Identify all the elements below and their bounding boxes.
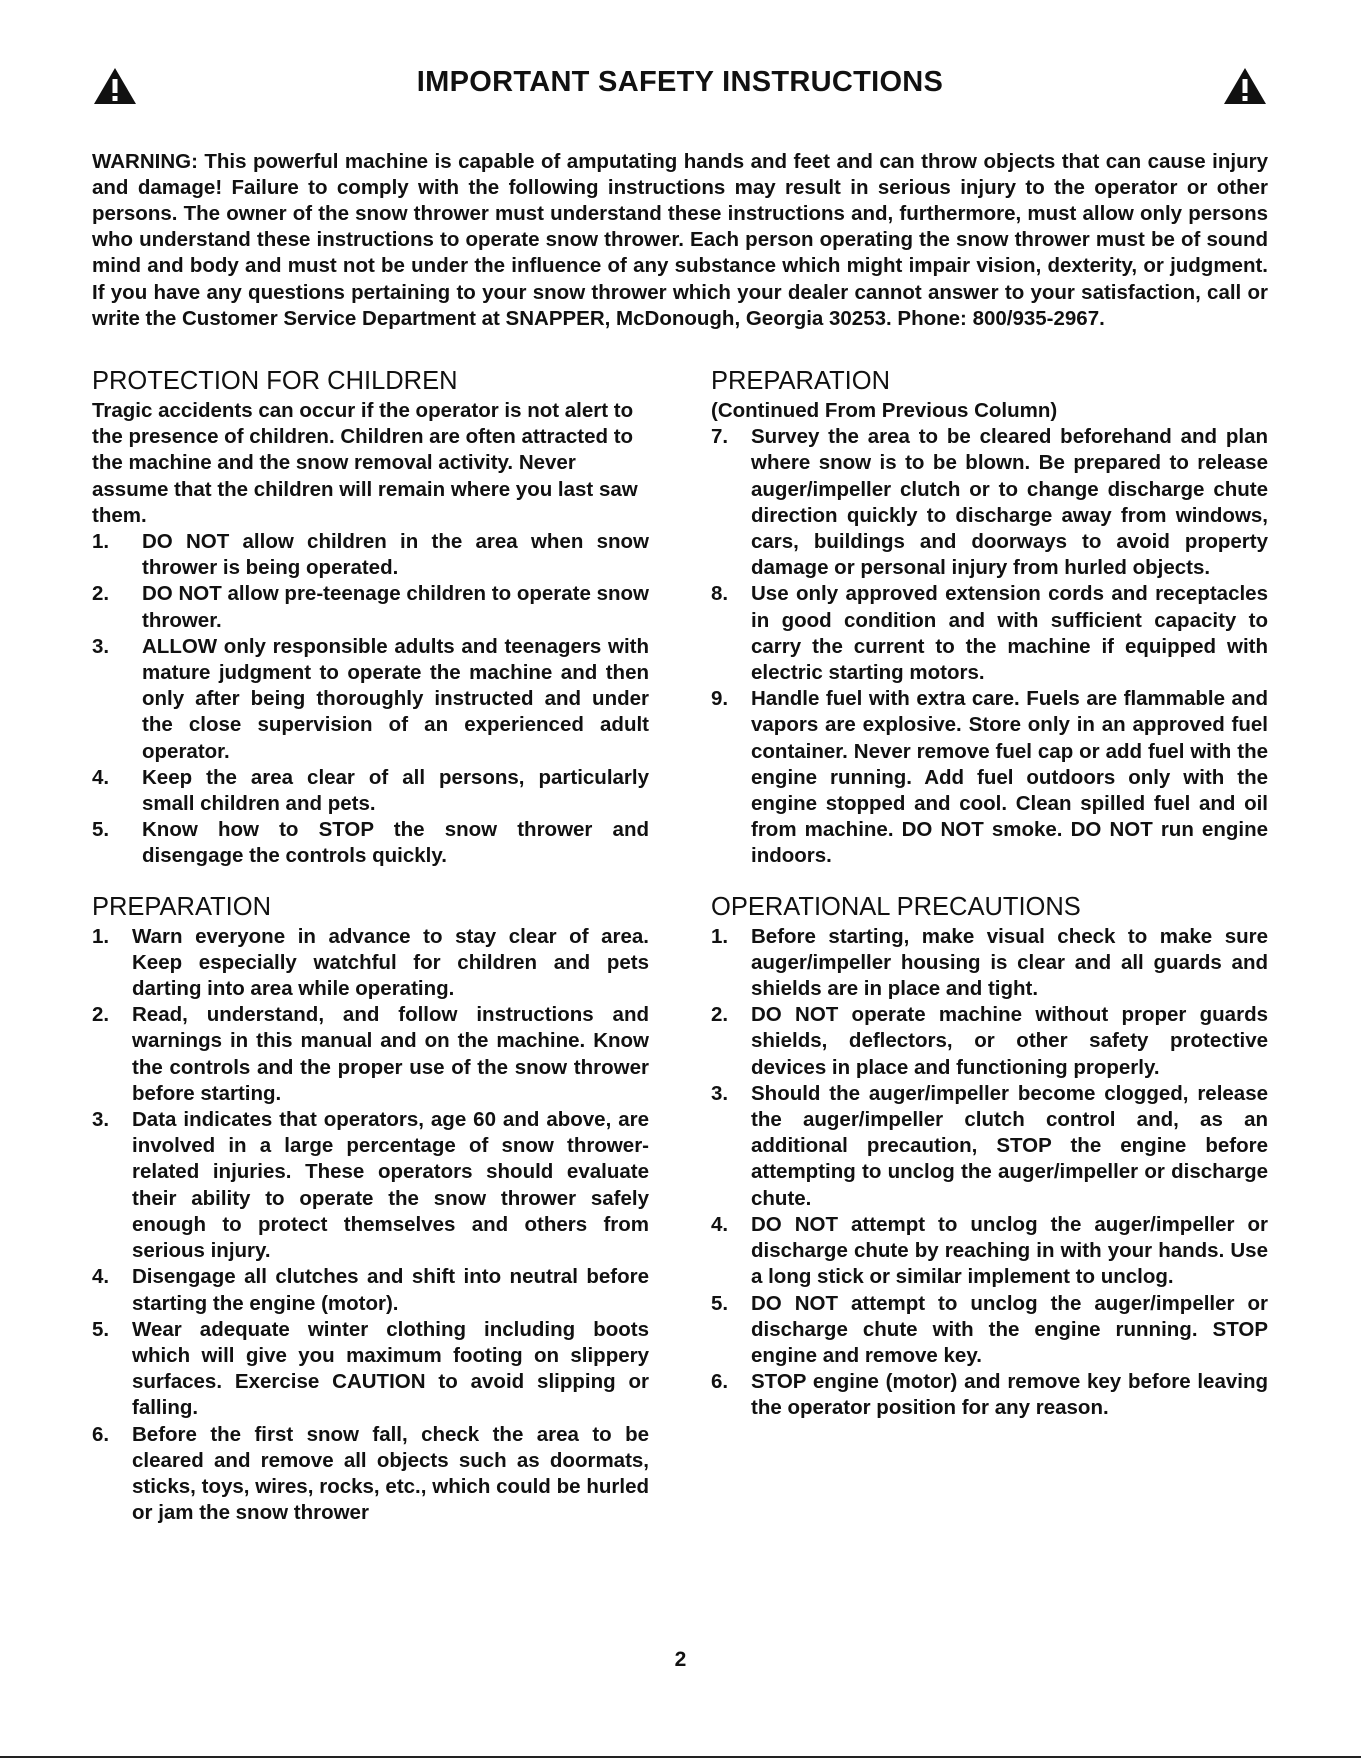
section-title: PROTECTION FOR CHILDREN bbox=[92, 367, 458, 395]
item-text: Data indicates that operators, age 60 and above, are involved in a large percentage of snow thrower-related injuries. These operators should evaluate their ability to operate the snow thrower safely enough to protect themselves and others from serious injury. bbox=[132, 1108, 649, 1263]
list-item bbox=[92, 529, 649, 581]
operational-precautions-list bbox=[711, 924, 1268, 1422]
item-text: Warn everyone in advance to stay clear of area. Keep especially watchful for children and pets darting into area while operating. bbox=[132, 924, 649, 1001]
right-column bbox=[711, 366, 1268, 1444]
item-number: 6. bbox=[92, 1422, 110, 1446]
item-number: 1. bbox=[92, 530, 110, 554]
protection-for-children-section bbox=[92, 366, 649, 870]
item-number: 2. bbox=[711, 1003, 729, 1027]
list-item bbox=[92, 581, 649, 633]
item-number: 5. bbox=[711, 1291, 729, 1315]
list-item bbox=[711, 1369, 1268, 1421]
item-number: 5. bbox=[92, 818, 110, 842]
page-title: IMPORTANT SAFETY INSTRUCTIONS bbox=[416, 66, 944, 98]
list-item bbox=[92, 817, 649, 869]
list-item bbox=[711, 1291, 1268, 1370]
preparation-continued-list bbox=[711, 424, 1268, 869]
item-text: ALLOW only responsible adults and teenagers with mature judgment to operate the machine and then only after being thoroughly instructed and under the close supervision of an experienced adult operator. bbox=[142, 634, 649, 763]
section-title: OPERATIONAL PRECAUTIONS bbox=[711, 892, 1081, 921]
item-number: 4. bbox=[92, 1265, 110, 1289]
item-text: Handle fuel with extra care. Fuels are flammable and vapors are explosive. Store only in an approved fuel container. Never remove fuel cap or add fuel with the engine running. Add fuel outdoors only with the engine stopped and cool. Clean spilled fuel and oil from machine. DO NOT smoke. DO NOT run engine indoors. bbox=[751, 687, 1268, 868]
page-number: 2 bbox=[674, 1648, 687, 1671]
list-item bbox=[92, 1317, 649, 1422]
preparation-section bbox=[92, 892, 649, 1527]
left-column bbox=[92, 366, 649, 1548]
item-text: Disengage all clutches and shift into neutral before starting the engine (motor). bbox=[132, 1265, 649, 1315]
item-text: Keep the area clear of all persons, particularly small children and pets. bbox=[142, 765, 649, 816]
list-item bbox=[711, 924, 1268, 1003]
warning-triangle-icon bbox=[92, 66, 138, 106]
list-item bbox=[711, 581, 1268, 686]
preparation-continued-section bbox=[711, 366, 1268, 870]
item-number: 2. bbox=[92, 1003, 110, 1027]
item-text: STOP engine (motor) and remove key before leaving the operator position for any reason. bbox=[751, 1370, 1268, 1420]
section-intro: Tragic accidents can occur if the operator is not alert to the presence of children. Children are often attracted to the machine and the snow removal activity. Never assume that the children will remain where you last saw them. bbox=[92, 399, 638, 527]
item-number: 4. bbox=[92, 765, 110, 789]
item-number: 8. bbox=[711, 582, 729, 606]
list-item bbox=[711, 1002, 1268, 1081]
item-text: Use only approved extension cords and receptacles in good condition and with sufficient capacity to carry the current to the machine if equipped with electric starting motors. bbox=[751, 582, 1268, 685]
item-text: Survey the area to be cleared beforehand and plan where snow is to be blown. Be prepared to release auger/impeller clutch or to change discharge chute direction quickly to discharge away from windows, cars, buildings and doorways to avoid property damage or personal injury from hurled objects. bbox=[751, 425, 1268, 580]
list-item bbox=[92, 1422, 649, 1527]
item-number: 9. bbox=[711, 687, 729, 711]
item-number: 2. bbox=[92, 582, 110, 606]
item-number: 1. bbox=[92, 924, 110, 948]
item-text: Should the auger/impeller become clogged, release the auger/impeller clutch control and, as an additional precaution, STOP the engine before attempting to unclog the auger/impeller or discharge chute. bbox=[751, 1081, 1268, 1210]
list-item bbox=[92, 1264, 649, 1316]
item-text: Wear adequate winter clothing including boots which will give you maximum footing on slippery surfaces. Exercise CAUTION to avoid slipping or falling. bbox=[132, 1317, 649, 1420]
item-number: 7. bbox=[711, 425, 729, 449]
item-text: DO NOT attempt to unclog the auger/impeller or discharge chute by reaching in with your hands. Use a long stick or similar implement to unclog. bbox=[751, 1212, 1268, 1289]
list-item bbox=[92, 765, 649, 817]
section-title: PREPARATION bbox=[711, 367, 890, 395]
item-number: 1. bbox=[711, 924, 729, 948]
section-title: PREPARATION bbox=[92, 892, 271, 921]
operational-precautions-section bbox=[711, 892, 1268, 1422]
list-item bbox=[711, 1212, 1268, 1291]
item-number: 3. bbox=[92, 1108, 110, 1132]
item-number: 6. bbox=[711, 1370, 729, 1394]
item-number: 3. bbox=[92, 634, 110, 658]
item-text: DO NOT allow children in the area when snow thrower is being operated. bbox=[142, 530, 649, 580]
item-number: 3. bbox=[711, 1081, 729, 1105]
item-number: 5. bbox=[92, 1317, 110, 1341]
children-list bbox=[92, 529, 649, 870]
preparation-list bbox=[92, 924, 649, 1527]
list-item bbox=[92, 924, 649, 1003]
page-header bbox=[92, 62, 1268, 112]
item-text: Read, understand, and follow instructions and warnings in this manual and on the machine. Know the controls and the proper use of the snow thrower before starting. bbox=[132, 1003, 649, 1105]
warning-paragraph: WARNING: This powerful machine is capable of amputating hands and feet and can throw objects that can cause injury and damage! Failure to comply with the following instructions may result in serious injury to the operator or other persons. The owner of the snow thrower must understand these instructions and, furthermore, must allow only persons who understand these instructions to operate snow thrower. Each person operating the snow thrower must be of sound mind and body and must not be under the influence of any substance which might impair vision, dexterity, or judgment. If you have any questions pertaining to your snow thrower which your dealer cannot answer to your satisfaction, call or write the Customer Service Department at SNAPPER, McDonough, Georgia 30253. Phone: 800/935-2967. bbox=[92, 149, 1268, 330]
item-text: Before the first snow fall, check the area to be cleared and remove all objects such as doormats, sticks, toys, wires, rocks, etc., which could be hurled or jam the snow thrower bbox=[132, 1422, 649, 1525]
list-item bbox=[711, 424, 1268, 581]
list-item bbox=[92, 1107, 649, 1264]
list-item bbox=[92, 1002, 649, 1107]
list-item bbox=[711, 1081, 1268, 1212]
bottom-rule bbox=[0, 1756, 1361, 1758]
item-text: DO NOT operate machine without proper guards shields, deflectors, or other safety protective devices in place and functioning properly. bbox=[751, 1003, 1268, 1079]
continued-note: (Continued From Previous Column) bbox=[711, 399, 1058, 422]
item-number: 4. bbox=[711, 1212, 729, 1236]
list-item bbox=[92, 634, 649, 765]
item-text: Know how to STOP the snow thrower and disengage the controls quickly. bbox=[142, 818, 649, 868]
item-text: DO NOT attempt to unclog the auger/impeller or discharge chute with the engine running. STOP engine and remove key. bbox=[751, 1291, 1268, 1367]
item-text: DO NOT allow pre-teenage children to operate snow thrower. bbox=[142, 582, 649, 632]
warning-triangle-icon bbox=[1222, 66, 1268, 106]
item-text: Before starting, make visual check to make sure auger/impeller housing is clear and all guards and shields are in place and tight. bbox=[751, 924, 1268, 1001]
list-item bbox=[711, 686, 1268, 869]
